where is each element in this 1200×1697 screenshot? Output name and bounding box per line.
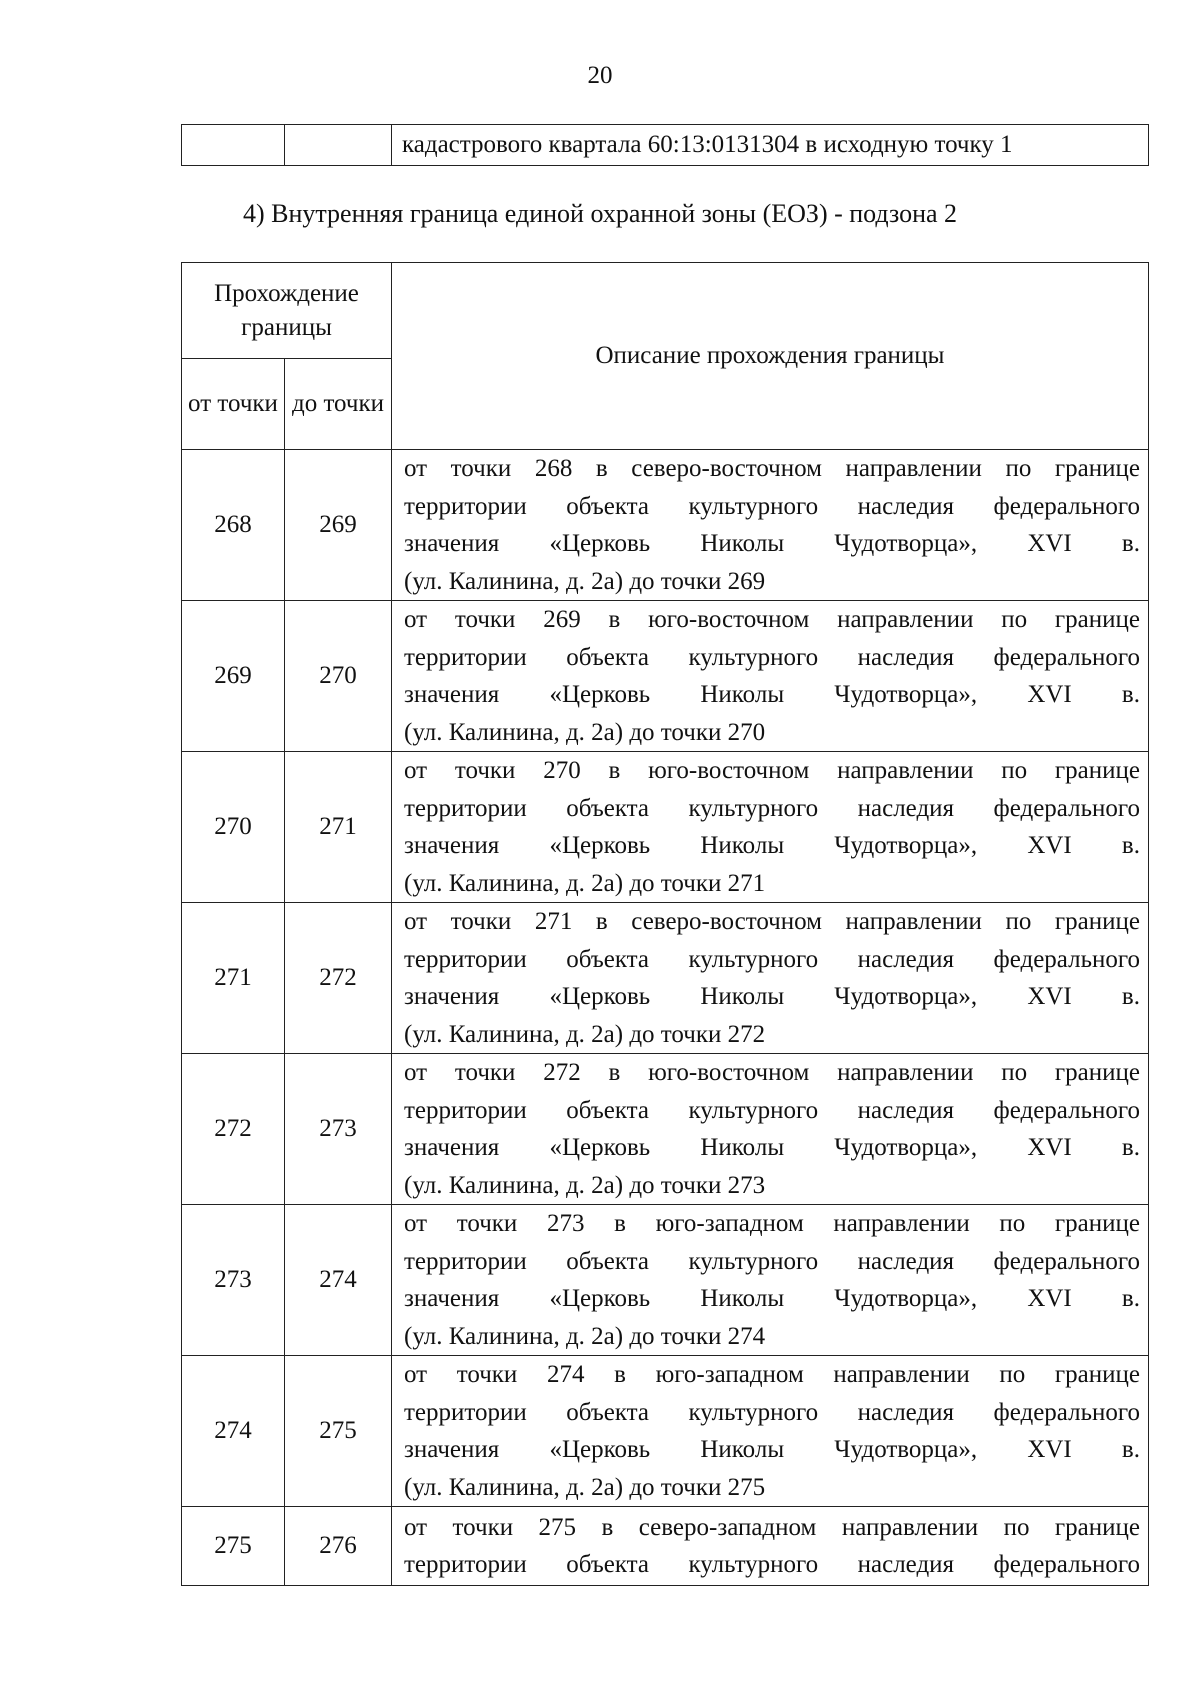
description-line: от точки 272 в юго-восточном направлении по границе: [404, 1059, 1140, 1086]
from-point-cell: 274: [182, 1356, 285, 1507]
description-line: территории объекта культурного наследия федерального: [404, 945, 1140, 973]
table-header-row: [182, 263, 1149, 359]
description-line: (ул. Калинина, д. 2а) до точки 275: [404, 1473, 766, 1501]
description-line: территории объекта культурного наследия федерального: [404, 643, 1140, 671]
description-line: от точки 269 в юго-восточном направлении по границе: [404, 606, 1140, 633]
to-point-cell: 271: [285, 752, 392, 903]
description-cell: [392, 903, 1149, 1054]
header-to-point: до точки: [285, 359, 392, 450]
from-point-cell: 275: [182, 1507, 285, 1586]
to-point-cell: [285, 125, 392, 166]
table-row: [182, 903, 1149, 1054]
description-cell: [392, 1205, 1149, 1356]
from-point-cell: 269: [182, 601, 285, 752]
description-line: значения «Церковь Николы Чудотворца», XVI в.: [404, 681, 1140, 708]
header-from-point: от точки: [182, 359, 285, 450]
description-line: значения «Церковь Николы Чудотворца», XVI в.: [404, 983, 1140, 1010]
page-number: 20: [587, 62, 613, 89]
from-point-cell: 272: [182, 1054, 285, 1205]
description-line: от точки 273 в юго-западном направлении по границе: [404, 1210, 1140, 1237]
description-line: от точки 271 в северо-восточном направлении по границе: [404, 908, 1140, 935]
description-line: от точки 275 в северо-западном направлении по границе: [404, 1513, 1140, 1541]
description-line: (ул. Калинина, д. 2а) до точки 271: [404, 869, 766, 897]
from-point-cell: 273: [182, 1205, 285, 1356]
to-point-cell: 272: [285, 903, 392, 1054]
table-row: [182, 450, 1149, 601]
header-description: Описание прохождения границы: [392, 263, 1149, 450]
description-line: территории объекта культурного наследия федерального: [404, 1398, 1140, 1426]
table-row: [182, 1507, 1149, 1586]
description-line: (ул. Калинина, д. 2а) до точки 273: [404, 1171, 766, 1199]
description-line: территории объекта культурного наследия федерального: [404, 492, 1140, 520]
description-line: территории объекта культурного наследия федерального: [404, 1551, 1140, 1578]
to-point-cell: 275: [285, 1356, 392, 1507]
boundary-table: [181, 262, 1149, 1586]
from-point-cell: 271: [182, 903, 285, 1054]
description-line: территории объекта культурного наследия федерального: [404, 1247, 1140, 1275]
to-point-cell: 270: [285, 601, 392, 752]
from-point-cell: [182, 125, 285, 166]
description-line: значения «Церковь Николы Чудотворца», XVI в.: [404, 1134, 1140, 1161]
to-point-cell: 276: [285, 1507, 392, 1586]
description-cell: [392, 752, 1149, 903]
description-cell: [392, 450, 1149, 601]
description-line: значения «Церковь Николы Чудотворца», XVI в.: [404, 1436, 1140, 1463]
table-row: [182, 601, 1149, 752]
description-line: значения «Церковь Николы Чудотворца», XVI в.: [404, 530, 1140, 557]
table-row: [182, 125, 1149, 166]
table-row: [182, 1356, 1149, 1507]
description-line: (ул. Калинина, д. 2а) до точки 274: [404, 1322, 766, 1350]
description-line: от точки 268 в северо-восточном направлении по границе: [404, 455, 1140, 482]
to-point-cell: 273: [285, 1054, 392, 1205]
description-line: значения «Церковь Николы Чудотворца», XVI в.: [404, 1285, 1140, 1312]
description-cell: [392, 1507, 1149, 1586]
to-point-cell: 274: [285, 1205, 392, 1356]
table-row: [182, 752, 1149, 903]
table-row: [182, 1054, 1149, 1205]
description-cell: [392, 1054, 1149, 1205]
section-title: 4) Внутренняя граница единой охранной зоны (ЕОЗ) - подзона 2: [242, 199, 958, 228]
table-row: [182, 1205, 1149, 1356]
description-line: от точки 270 в юго-восточном направлении по границе: [404, 757, 1140, 784]
header-boundary-passage: Прохождение границы: [182, 263, 392, 359]
description-line: (ул. Калинина, д. 2а) до точки 272: [404, 1020, 766, 1048]
continued-table-row: [181, 124, 1149, 166]
from-point-cell: 268: [182, 450, 285, 601]
description-line: (ул. Калинина, д. 2а) до точки 270: [404, 718, 766, 746]
description-line: территории объекта культурного наследия федерального: [404, 794, 1140, 822]
description-cell: [392, 1356, 1149, 1507]
description-cell: кадастрового квартала 60:13:0131304 в исходную точку 1: [392, 125, 1149, 166]
description-line: значения «Церковь Николы Чудотворца», XVI в.: [404, 832, 1140, 859]
from-point-cell: 270: [182, 752, 285, 903]
description-line: (ул. Калинина, д. 2а) до точки 269: [404, 567, 766, 595]
description-line: от точки 274 в юго-западном направлении по границе: [404, 1361, 1140, 1388]
description-cell: [392, 601, 1149, 752]
description-line: территории объекта культурного наследия федерального: [404, 1096, 1140, 1124]
to-point-cell: 269: [285, 450, 392, 601]
